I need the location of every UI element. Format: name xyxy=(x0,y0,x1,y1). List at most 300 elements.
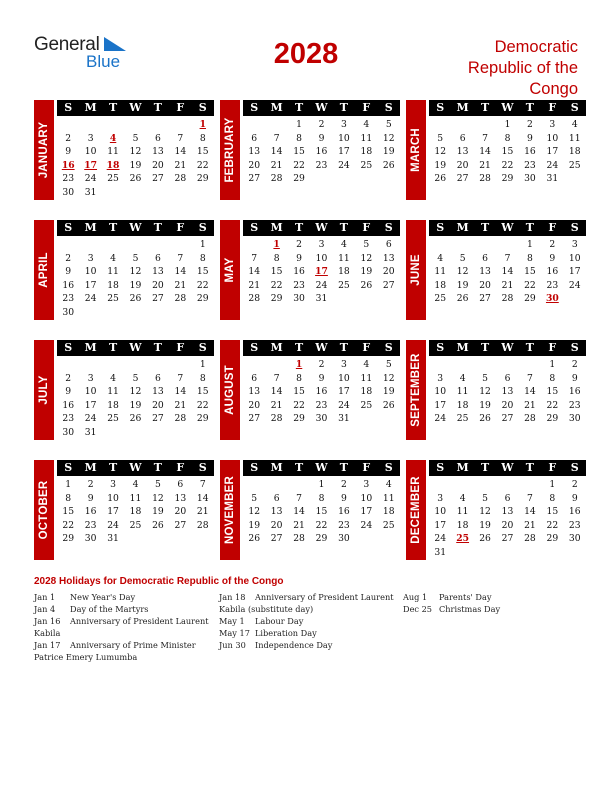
weekday-header xyxy=(429,340,586,356)
day-cell: 26 xyxy=(152,519,164,531)
holiday-item xyxy=(219,591,394,603)
day-cell: 23 xyxy=(546,279,559,291)
weekday-label: T xyxy=(339,341,348,354)
day-cell: 31 xyxy=(434,546,447,558)
weekday-label: T xyxy=(480,221,490,234)
day-cell: 1 xyxy=(504,119,511,130)
empty-day xyxy=(496,238,518,252)
empty-day xyxy=(147,238,169,252)
day-cell: 26 xyxy=(479,533,491,545)
day-cell: 10 xyxy=(84,146,97,158)
holiday-day: 1 xyxy=(199,119,206,130)
day-cell: 14 xyxy=(196,492,209,504)
empty-day xyxy=(169,358,191,372)
day-cell: 30 xyxy=(62,306,75,318)
weekday-label: S xyxy=(64,221,73,234)
day-cell: 29 xyxy=(270,293,283,305)
day-cell: 18 xyxy=(107,399,119,411)
empty-day xyxy=(474,478,496,492)
day-cell: 5 xyxy=(132,372,139,384)
empty-day xyxy=(79,238,101,252)
empty-day xyxy=(451,358,473,372)
day-cell: 15 xyxy=(62,506,75,518)
day-cell: 20 xyxy=(501,399,514,411)
day-cell: 22 xyxy=(501,159,514,171)
day-cell: 12 xyxy=(434,146,447,158)
weekday-label: W xyxy=(315,221,328,234)
day-cell: 9 xyxy=(296,252,302,264)
weekday-header xyxy=(243,340,400,356)
weekday-label: S xyxy=(198,101,207,114)
day-cell: 9 xyxy=(526,132,533,144)
empty-day xyxy=(243,358,265,372)
weekday-label: T xyxy=(480,101,490,114)
empty-day xyxy=(124,358,146,372)
weekday-label: S xyxy=(384,101,393,114)
day-cell: 30 xyxy=(84,533,97,545)
day-grid xyxy=(57,478,214,546)
day-cell: 13 xyxy=(456,146,469,158)
day-cell: 5 xyxy=(251,492,258,504)
day-cell: 13 xyxy=(479,266,491,278)
day-cell: 8 xyxy=(549,492,556,504)
day-cell: 9 xyxy=(87,492,94,504)
day-cell: 30 xyxy=(293,293,305,305)
weekday-label: S xyxy=(436,461,445,474)
day-cell: 24 xyxy=(568,279,581,291)
day-cell: 9 xyxy=(65,266,72,278)
holiday-name: Labour Day xyxy=(255,616,304,627)
month-name: DECEMBER xyxy=(410,476,422,544)
day-cell: 26 xyxy=(382,159,395,171)
day-cell: 20 xyxy=(382,266,395,278)
day-cell: 7 xyxy=(526,372,533,384)
day-cell: 6 xyxy=(482,252,488,264)
day-cell: 8 xyxy=(273,252,280,264)
day-cell: 24 xyxy=(107,519,119,531)
day-cell: 25 xyxy=(456,413,469,425)
day-cell: 6 xyxy=(385,239,392,250)
day-cell: 7 xyxy=(177,132,184,144)
logo-blue-text: Blue xyxy=(86,52,121,71)
day-cell: 19 xyxy=(382,146,395,158)
empty-day xyxy=(169,238,191,252)
weekday-label: M xyxy=(84,101,97,114)
weekday-label: M xyxy=(456,101,469,114)
holiday-day: 17 xyxy=(315,266,328,278)
empty-day xyxy=(243,118,265,132)
day-cell: 10 xyxy=(315,252,328,264)
day-cell: 24 xyxy=(84,173,97,185)
weekday-label: S xyxy=(64,341,73,354)
day-cell: 2 xyxy=(526,119,533,130)
day-cell: 31 xyxy=(107,533,119,545)
weekday-label: W xyxy=(129,341,142,354)
day-grid xyxy=(57,238,214,320)
day-cell: 22 xyxy=(546,399,559,411)
day-cell: 11 xyxy=(382,492,395,504)
weekday-label: T xyxy=(525,101,534,114)
weekday-label: T xyxy=(339,221,348,234)
day-cell: 13 xyxy=(248,146,261,158)
day-cell: 20 xyxy=(456,159,469,171)
day-cell: 27 xyxy=(152,293,164,305)
month-may xyxy=(220,220,400,320)
holiday-name: New Year's Day xyxy=(70,592,136,602)
day-cell: 6 xyxy=(251,132,258,144)
day-cell: 19 xyxy=(456,279,469,291)
day-cell: 12 xyxy=(129,146,142,158)
month-label xyxy=(34,100,54,200)
holiday-name-continued: Kabila xyxy=(34,628,61,639)
day-cell: 22 xyxy=(293,399,305,411)
weekday-label: S xyxy=(384,341,393,354)
weekday-label: F xyxy=(362,341,371,354)
month-label xyxy=(220,100,240,200)
day-cell: 13 xyxy=(501,386,514,398)
day-cell: 7 xyxy=(177,252,184,264)
day-cell: 29 xyxy=(524,293,536,305)
empty-day xyxy=(496,358,518,372)
weekday-label: S xyxy=(384,461,393,474)
day-cell: 11 xyxy=(360,132,373,144)
day-cell: 5 xyxy=(459,252,466,264)
weekday-label: S xyxy=(436,341,445,354)
day-cell: 24 xyxy=(84,413,97,425)
weekday-label: F xyxy=(548,101,557,114)
day-cell: 25 xyxy=(382,519,395,531)
day-cell: 7 xyxy=(296,492,302,504)
day-cell: 8 xyxy=(318,492,325,504)
day-cell: 8 xyxy=(199,132,206,144)
month-label xyxy=(34,220,54,320)
day-cell: 29 xyxy=(196,293,209,305)
holidays-title: 2028 Holidays for Democratic Republic of the Congo xyxy=(34,576,284,587)
day-cell: 9 xyxy=(571,372,578,384)
day-cell: 21 xyxy=(524,399,536,411)
day-cell: 27 xyxy=(248,413,261,425)
day-cell: 8 xyxy=(296,132,302,144)
day-cell: 28 xyxy=(524,413,536,425)
day-cell: 25 xyxy=(360,159,373,171)
weekday-label: T xyxy=(525,221,534,234)
day-cell: 6 xyxy=(251,372,258,384)
month-label xyxy=(406,340,426,440)
day-cell: 29 xyxy=(546,413,559,425)
month-name: FEBRUARY xyxy=(224,117,236,183)
weekday-label: T xyxy=(108,461,118,474)
empty-day xyxy=(265,358,287,372)
holiday-item xyxy=(219,627,394,639)
day-cell: 20 xyxy=(152,159,164,171)
day-cell: 31 xyxy=(546,173,559,185)
day-cell: 5 xyxy=(363,239,370,250)
day-cell: 6 xyxy=(154,132,161,144)
day-cell: 12 xyxy=(248,506,261,518)
day-cell: 13 xyxy=(152,146,164,158)
day-cell: 19 xyxy=(129,279,142,291)
weekday-label: M xyxy=(84,221,97,234)
holiday-name-continued: Kabila (substitute day) xyxy=(219,604,314,615)
day-cell: 15 xyxy=(196,266,209,278)
holiday-item xyxy=(403,603,500,615)
day-cell: 10 xyxy=(107,492,119,504)
day-cell: 24 xyxy=(434,413,447,425)
empty-day xyxy=(451,478,473,492)
weekday-label: W xyxy=(501,341,514,354)
day-cell: 28 xyxy=(479,173,491,185)
empty-day xyxy=(474,238,496,252)
day-cell: 2 xyxy=(65,132,72,144)
day-cell: 15 xyxy=(315,506,328,518)
weekday-label: W xyxy=(129,461,142,474)
holiday-item xyxy=(34,639,209,651)
weekday-header xyxy=(243,100,400,116)
day-cell: 5 xyxy=(132,252,139,264)
weekday-label: S xyxy=(250,461,259,474)
day-cell: 31 xyxy=(338,413,350,425)
day-cell: 19 xyxy=(152,506,164,518)
day-cell: 17 xyxy=(338,386,350,398)
day-cell: 3 xyxy=(87,372,94,384)
day-cell: 11 xyxy=(107,266,119,278)
weekday-label: F xyxy=(176,101,185,114)
country-line: Republic of the xyxy=(467,59,578,77)
day-cell: 17 xyxy=(434,519,447,531)
weekday-label: F xyxy=(548,461,557,474)
weekday-label: T xyxy=(108,101,118,114)
day-cell: 4 xyxy=(385,479,392,490)
day-cell: 7 xyxy=(273,372,280,384)
day-cell: 14 xyxy=(174,146,187,158)
day-cell: 12 xyxy=(129,266,142,278)
day-cell: 8 xyxy=(526,252,533,264)
month-label xyxy=(220,340,240,440)
day-cell: 10 xyxy=(338,372,350,384)
day-cell: 23 xyxy=(524,159,536,171)
day-cell: 15 xyxy=(501,146,514,158)
day-cell: 12 xyxy=(382,372,395,384)
day-cell: 27 xyxy=(270,533,283,545)
day-cell: 17 xyxy=(546,146,559,158)
day-cell: 25 xyxy=(107,173,119,185)
day-cell: 17 xyxy=(84,399,97,411)
day-cell: 28 xyxy=(248,293,261,305)
day-cell: 23 xyxy=(568,399,581,411)
month-october xyxy=(34,460,214,560)
day-cell: 21 xyxy=(501,279,514,291)
day-cell: 12 xyxy=(382,132,395,144)
weekday-label: F xyxy=(176,341,185,354)
day-cell: 19 xyxy=(129,159,142,171)
month-name: AUGUST xyxy=(224,365,236,415)
weekday-label: S xyxy=(198,461,207,474)
holiday-item xyxy=(34,603,209,615)
holiday-day: 17 xyxy=(84,159,98,171)
weekday-label: T xyxy=(108,221,118,234)
empty-day xyxy=(429,118,451,132)
day-cell: 26 xyxy=(360,279,373,291)
day-cell: 26 xyxy=(456,293,469,305)
day-cell: 11 xyxy=(568,132,581,144)
day-cell: 16 xyxy=(315,386,328,398)
holiday-day: 18 xyxy=(106,159,120,171)
holiday-date: Jan 1 xyxy=(34,592,56,602)
day-cell: 24 xyxy=(360,519,373,531)
month-august xyxy=(220,340,400,440)
day-cell: 29 xyxy=(62,533,75,545)
day-cell: 21 xyxy=(270,399,283,411)
month-november xyxy=(220,460,400,560)
weekday-label: T xyxy=(525,341,534,354)
day-cell: 15 xyxy=(546,386,559,398)
day-cell: 11 xyxy=(456,506,469,518)
day-cell: 2 xyxy=(65,252,72,264)
holiday-date: Jan 16 xyxy=(34,616,61,627)
day-cell: 10 xyxy=(360,492,373,504)
day-cell: 11 xyxy=(129,492,142,504)
day-cell: 14 xyxy=(524,386,536,398)
weekday-label: S xyxy=(64,461,73,474)
day-cell: 12 xyxy=(456,266,469,278)
day-grid xyxy=(429,238,586,306)
day-cell: 8 xyxy=(549,372,556,384)
month-label xyxy=(34,340,54,440)
day-cell: 1 xyxy=(526,239,533,250)
holiday-name: Independence Day xyxy=(255,640,333,651)
empty-day xyxy=(474,118,496,132)
day-cell: 7 xyxy=(177,372,184,384)
empty-day xyxy=(79,358,101,372)
day-cell: 5 xyxy=(132,132,139,144)
weekday-label: T xyxy=(294,341,304,354)
weekday-label: F xyxy=(176,221,185,234)
weekday-header xyxy=(57,340,214,356)
day-cell: 18 xyxy=(360,386,373,398)
empty-day xyxy=(124,238,146,252)
day-cell: 6 xyxy=(504,372,511,384)
day-grid xyxy=(429,478,586,560)
day-cell: 14 xyxy=(479,146,491,158)
empty-day xyxy=(243,478,265,492)
day-cell: 20 xyxy=(152,399,164,411)
day-cell: 3 xyxy=(340,119,347,130)
holiday-column xyxy=(34,591,209,664)
weekday-label: W xyxy=(501,101,514,114)
day-cell: 3 xyxy=(571,239,578,250)
month-september xyxy=(406,340,586,440)
day-cell: 16 xyxy=(62,279,75,291)
weekday-header xyxy=(57,220,214,236)
day-cell: 12 xyxy=(360,252,373,264)
day-cell: 28 xyxy=(293,533,305,545)
day-cell: 21 xyxy=(174,159,187,171)
holiday-name: Anniversary of Prime Minister xyxy=(70,640,196,651)
day-cell: 9 xyxy=(571,492,578,504)
day-cell: 26 xyxy=(479,413,491,425)
day-cell: 23 xyxy=(293,279,305,291)
holiday-name: Christmas Day xyxy=(439,604,501,615)
day-cell: 27 xyxy=(248,173,261,185)
day-cell: 22 xyxy=(524,279,536,291)
day-cell: 15 xyxy=(546,506,559,518)
empty-day xyxy=(429,478,451,492)
day-cell: 17 xyxy=(107,506,119,518)
weekday-label: W xyxy=(129,101,142,114)
day-cell: 11 xyxy=(338,252,350,264)
day-cell: 3 xyxy=(549,119,556,130)
empty-day xyxy=(429,238,451,252)
day-cell: 5 xyxy=(482,492,488,504)
weekday-header xyxy=(429,220,586,236)
day-cell: 27 xyxy=(174,519,187,531)
day-grid xyxy=(429,118,586,186)
day-cell: 12 xyxy=(479,386,491,398)
day-grid xyxy=(57,358,214,440)
weekday-label: F xyxy=(362,461,371,474)
day-cell: 4 xyxy=(459,372,466,384)
weekday-label: T xyxy=(108,341,118,354)
day-cell: 4 xyxy=(340,239,347,250)
day-cell: 20 xyxy=(152,279,164,291)
day-cell: 8 xyxy=(296,372,302,384)
day-cell: 7 xyxy=(504,252,511,264)
day-cell: 24 xyxy=(546,159,559,171)
day-cell: 16 xyxy=(84,506,97,518)
day-cell: 25 xyxy=(129,519,142,531)
day-cell: 2 xyxy=(296,239,302,250)
month-december xyxy=(406,460,586,560)
weekday-label: T xyxy=(294,221,304,234)
empty-day xyxy=(496,478,518,492)
day-cell: 9 xyxy=(318,132,325,144)
day-cell: 16 xyxy=(315,146,328,158)
holiday-day: 1 xyxy=(273,239,280,250)
day-cell: 13 xyxy=(270,506,283,518)
day-cell: 29 xyxy=(501,173,514,185)
empty-day xyxy=(169,118,191,132)
day-cell: 14 xyxy=(174,386,187,398)
day-cell: 16 xyxy=(293,266,305,278)
holiday-date: Jan 17 xyxy=(34,640,61,651)
day-cell: 25 xyxy=(568,159,581,171)
day-cell: 19 xyxy=(479,399,491,411)
day-cell: 23 xyxy=(568,519,581,531)
holiday-column xyxy=(219,591,394,651)
day-cell: 10 xyxy=(84,266,97,278)
day-cell: 25 xyxy=(434,293,447,305)
day-cell: 30 xyxy=(568,533,581,545)
weekday-label: M xyxy=(456,461,469,474)
day-cell: 24 xyxy=(434,533,447,545)
day-cell: 4 xyxy=(363,119,370,130)
month-june xyxy=(406,220,586,320)
day-cell: 13 xyxy=(501,506,514,518)
empty-day xyxy=(102,358,124,372)
day-grid xyxy=(243,358,400,426)
calendar-year: 2028 xyxy=(273,38,339,70)
day-cell: 21 xyxy=(174,399,187,411)
month-name: JANUARY xyxy=(38,121,50,179)
empty-day xyxy=(147,358,169,372)
day-cell: 21 xyxy=(293,519,305,531)
day-cell: 25 xyxy=(338,279,350,291)
holiday-item xyxy=(403,591,500,603)
day-cell: 18 xyxy=(107,279,119,291)
day-cell: 7 xyxy=(273,132,280,144)
day-cell: 28 xyxy=(174,413,187,425)
day-cell: 28 xyxy=(174,173,187,185)
